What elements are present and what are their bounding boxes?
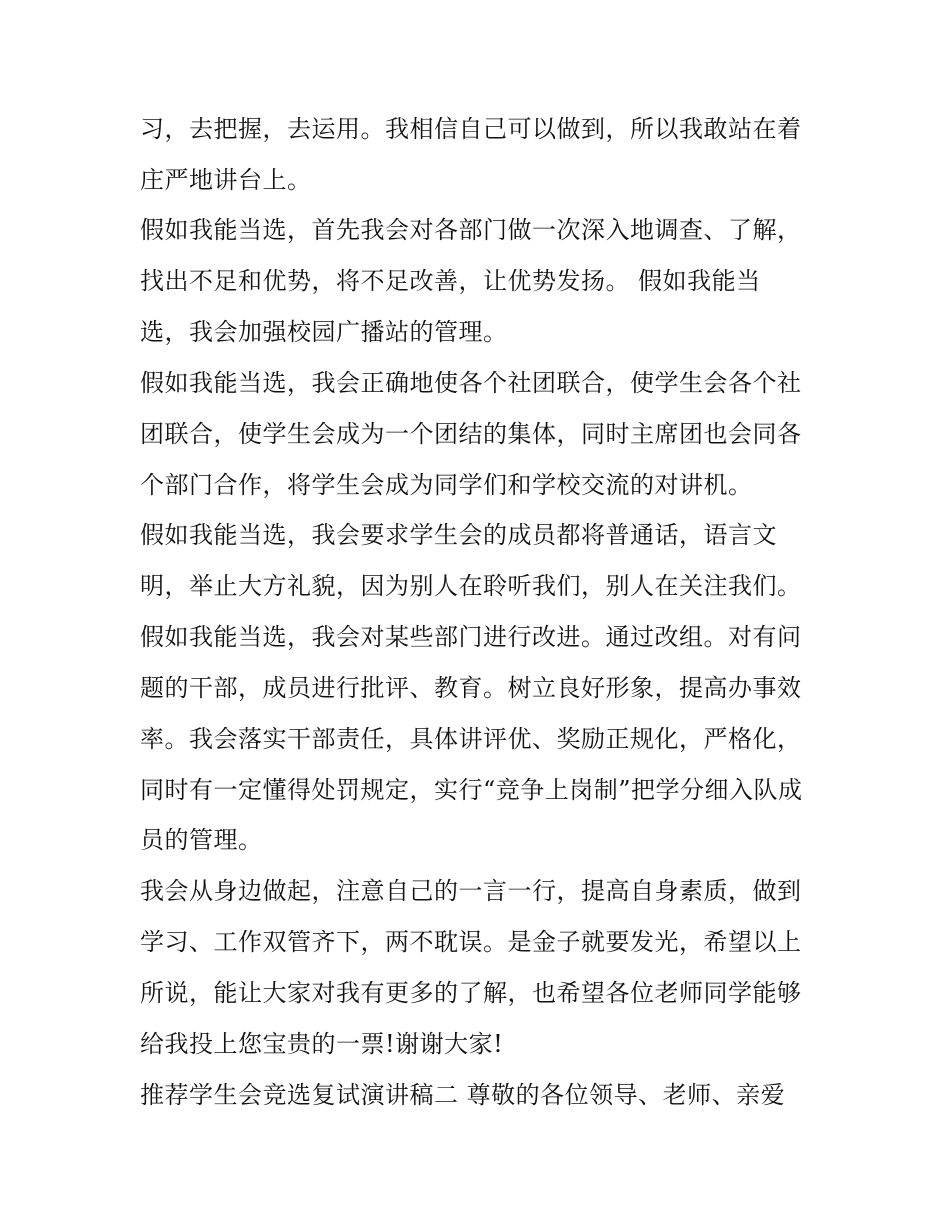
text-line: 所说，能让大家对我有更多的了解，也希望各位老师同学能够 [140, 979, 802, 1007]
text-line: 找出不足和优势，将不足改善，让优势发扬。 假如我能当 [140, 267, 761, 295]
text-line: 假如我能当选，首先我会对各部门做一次深入地调查、了解， [140, 216, 802, 244]
text-line: 庄严地讲台上。 [140, 166, 312, 194]
text-line: 推荐学生会竞选复试演讲稿二 尊敬的各位领导、老师、亲爱 [140, 1081, 786, 1109]
text-line: 团联合，使学生会成为一个团结的集体，同时主席团也会同各 [140, 420, 802, 448]
text-line: 学习、工作双管齐下，两不耽误。是金子就要发光，希望以上 [140, 928, 802, 956]
text-line: 给我投上您宝贵的一票!谢谢大家! [140, 1030, 504, 1058]
text-line: 个部门合作，将学生会成为同学们和学校交流的对讲机。 [140, 471, 753, 499]
text-line: 同时有一定懂得处罚规定，实行“竞争上岗制”把学分细入队成 [140, 776, 803, 804]
text-line: 率。我会落实干部责任，具体讲评优、奖励正规化，严格化， [140, 725, 802, 753]
text-line: 员的管理。 [140, 826, 263, 854]
text-line: 假如我能当选，我会要求学生会的成员都将普通话，语言文 [140, 521, 777, 549]
text-line: 明，举止大方礼貌，因为别人在聆听我们，别人在关注我们。 [140, 572, 802, 600]
text-line: 假如我能当选，我会正确地使各个社团联合，使学生会各个社 [140, 369, 802, 397]
text-line: 习，去把握，去运用。我相信自己可以做到，所以我敢站在着 [140, 115, 802, 143]
text-line: 假如我能当选，我会对某些部门进行改进。通过改组。对有问 [140, 623, 802, 651]
text-line: 我会从身边做起，注意自己的一言一行，提高自身素质，做到 [140, 877, 802, 905]
text-line: 题的干部，成员进行批评、教育。树立良好形象，提高办事效 [140, 674, 802, 702]
text-line: 选，我会加强校园广播站的管理。 [140, 318, 508, 346]
